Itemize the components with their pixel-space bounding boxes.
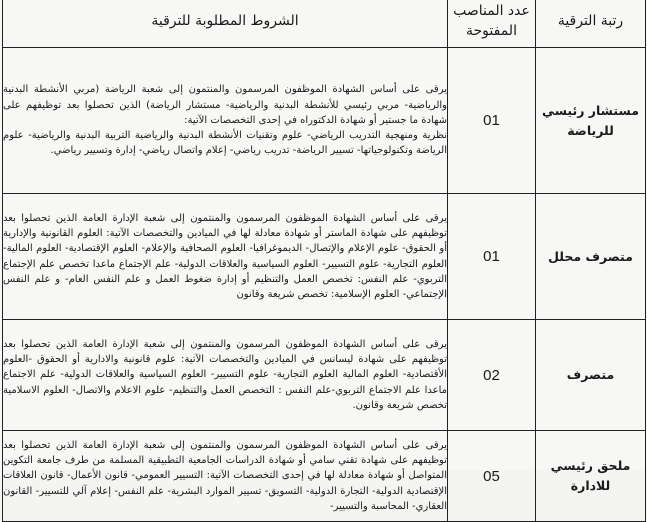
table-row [3,431,646,522]
conditions-cell [3,48,448,194]
conditions-paragraph: يرقى على أساس الشهادة الموظفون المرسمون والمنتمون إلى شعبة الإدارة العامة الذين تحصلوا بعد توظيفهم على شهادة الماستر أو شهادة معادلة لها في الميادين والتخصصات الآتية: العلوم القانونية والإدارية أو الحقوق- علوم الإعلام والإتصال- الديموغرافيا- العلوم الصحافية والإعلام- العلوم الإقتصادية- العلوم المالية- العلوم التجارية- علوم التسيير- العلوم السياسية والعلاقات الدولية- علم الإجتماع ماعدا تخصص علم الإجتماع التربوي- علم النفس: تخصص العمل والتنظيم أو إدارة ضغوط العمل و علم النفس العام- و علم النفس الإجتماعي- العلوم الإسلامية: تخصص شريعة وقانون [3,212,447,300]
conditions-paragraph: نظرية ومنهجية التدريب الرياضي- علوم وتقنيات الأنشطة البدنية والرياضية التربية البدنية والرياضية- علوم الرياضة وتكنولوجياتها- تسيير الرياضة- تدريب رياضي- إعلام واتصال رياضي- إدارة وتسيير رياضي. [3,130,447,157]
rank-cell: متصرف محلل [536,194,646,320]
table-row [3,320,646,431]
conditions-cell [3,194,448,320]
positions-cell: 01 [448,194,536,320]
header-positions: عدد المناصب المفتوحة [448,0,536,48]
table-row [3,48,646,194]
conditions-cell [3,431,448,522]
promotion-table [2,0,646,522]
conditions-paragraph: يرقى على أساس الشهادة الموظفون المرسمون والمنتمون إلى شعبة الإدارة العامة الذين تحصلوا بعد توظيفهم على شهادة تقني سامي أو شهادة الدراسات الجامعية التطبيقية المسلمة من طرف جامعة التكوين المتواصل أو شهادة معادلة لها في إحدى التخصصات الآتية: التسيير العمومي- قانون الأعمال- قانون العلاقات الإقتصادية الدولية- التجارة الدولية- التسويق- تسيير الموارد البشرية- علم النفس- إعلام آلي للتسيير- القانون العقاري- المحاسبة والتسيير- [3,439,447,512]
header-conditions: الشروط المطلوبة للترقية [3,0,448,48]
rank-cell: متصرف [536,320,646,431]
table-row [3,194,646,320]
conditions-paragraph: يرقى على أساس الشهادة الموظفون المرسمون والمنتمون إلى شعبة الإدارة العامة الذين تحصلوا بعد توظيفهم على شهادة ليسانس في الميادين والتخصصات الآتية: علوم قانونية والادارية أو الحقوق -العلوم الأقتصادية- العلوم المالية العلوم التجارية- علوم التسيير- العلوم السياسية والعلاقات الدولية- علم الاجتماع ماعدا علم الاجتماع التربوي-علم النفس : التخصص العمل والتنظيم- علوم الاعلام والاتصال- العلوم الاسلامية تخصص شريعة وقانون. [3,338,447,411]
conditions-cell [3,320,448,431]
positions-cell: 01 [448,48,536,194]
header-rank: رتبة الترقية [536,0,646,48]
positions-cell: 02 [448,320,536,431]
conditions-paragraph: يرقى على أساس الشهادة الموظفون المرسمون والمنتمون إلى شعبة الرياضة (مربي الأنشطة البدنية والرياضية- مربي رئيسي للأنشطة البدنية والرياضية- مستشار الرياضة) الذين تحصلوا بعد توظيفهم على شهادة ما جستير أو شهادة الدكتوراه في إحدى التخصصات الآتية: [3,84,447,126]
table-header-row [3,0,646,48]
positions-cell: 05 [448,431,536,522]
rank-cell: ملحق رئيسي للادارة [536,431,646,522]
rank-cell: مستشار رئيسي للرياضة [536,48,646,194]
